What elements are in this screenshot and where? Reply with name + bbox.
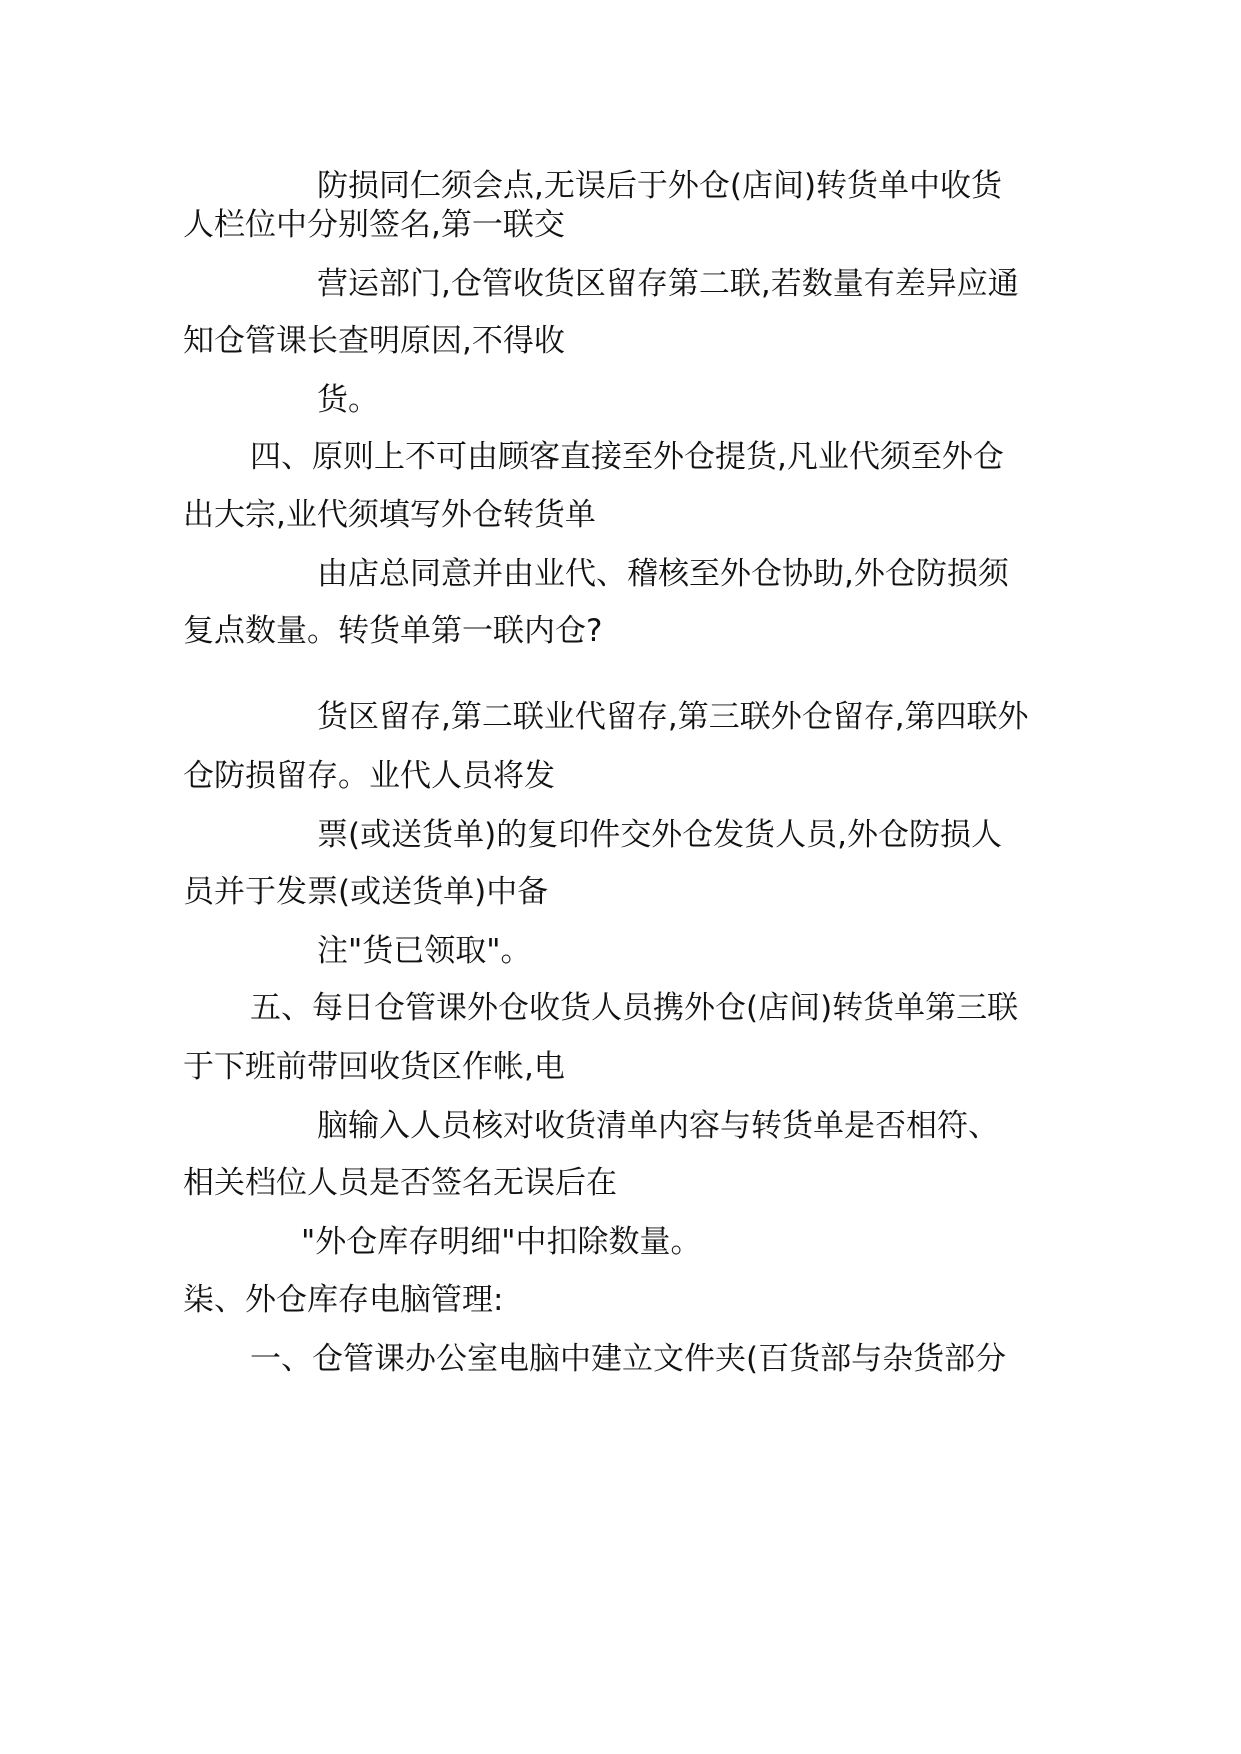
text-line: 由店总同意并由业代、稽核至外仓协助,外仓防损须 xyxy=(317,556,1009,592)
text-line: 复点数量。转货单第一联内仓? xyxy=(183,613,603,649)
text-line: 知仓管课长查明原因,不得收 xyxy=(183,323,565,359)
text-line: 货区留存,第二联业代留存,第三联外仓留存,第四联外 xyxy=(317,699,1029,735)
text-line: 四、原则上不可由顾客直接至外仓提货,凡业代须至外仓 xyxy=(250,439,1004,475)
text-line: 脑输入人员核对收货清单内容与转货单是否相符、 xyxy=(317,1108,999,1144)
text-line: 防损同仁须会点,无误后于外仓(店间)转货单中收货 xyxy=(317,168,1003,204)
text-line: 票(或送货单)的复印件交外仓发货人员,外仓防损人 xyxy=(317,817,1003,853)
text-line: 相关档位人员是否签名无误后在 xyxy=(183,1165,617,1201)
text-line: 货。 xyxy=(317,382,379,418)
text-line: 注"货已领取"。 xyxy=(317,933,532,969)
text-line: 五、每日仓管课外仓收货人员携外仓(店间)转货单第三联 xyxy=(250,990,1019,1026)
text-line: 员并于发票(或送货单)中备 xyxy=(183,874,549,910)
text-line: 人栏位中分别签名,第一联交 xyxy=(183,207,565,243)
text-line: 仓防损留存。业代人员将发 xyxy=(183,758,555,794)
text-line: 于下班前带回收货区作帐,电 xyxy=(183,1049,565,1085)
text-line: "外仓库存明细"中扣除数量。 xyxy=(301,1224,702,1260)
text-line: 出大宗,业代须填写外仓转货单 xyxy=(183,497,596,533)
text-line: 一、仓管课办公室电脑中建立文件夹(百货部与杂货部分 xyxy=(250,1341,1007,1377)
text-line: 营运部门,仓管收货区留存第二联,若数量有差异应通 xyxy=(317,266,1019,302)
text-line: 柒、外仓库存电脑管理: xyxy=(183,1282,504,1318)
